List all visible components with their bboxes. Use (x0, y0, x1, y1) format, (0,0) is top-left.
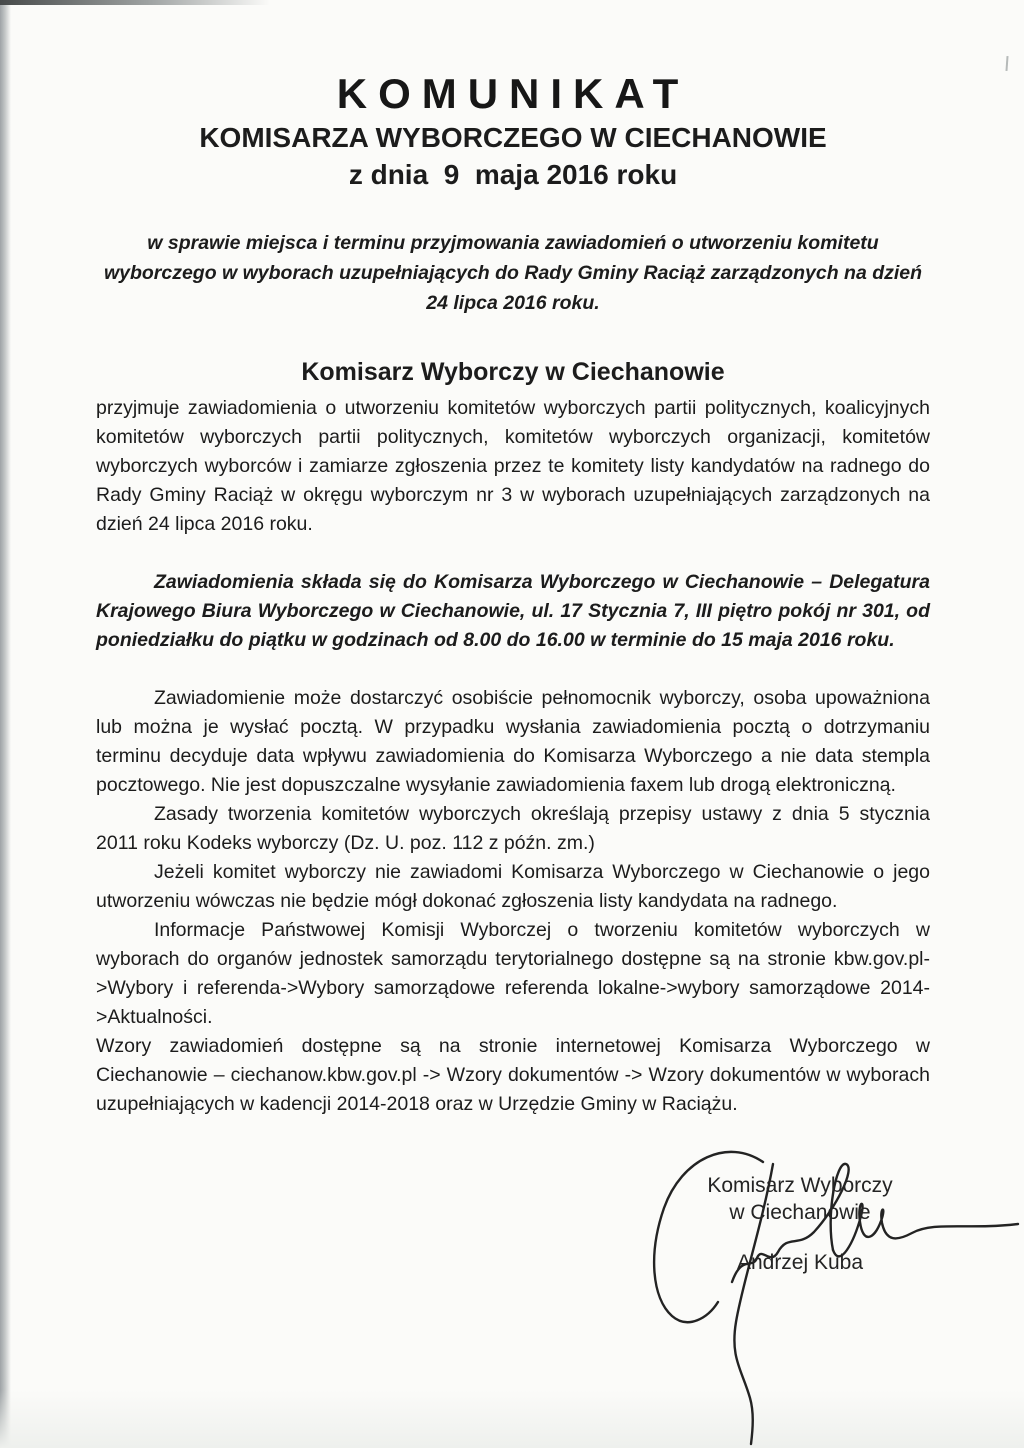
paragraph-submission-place: Zawiadomienia składa się do Komisarza Wyborczego w Ciechanowie – Delegatura Krajowego Biura Wyborczego w Ciechanowie, ul. 17 Stycznia 7, III piętro pokój nr 301, od poniedziałku do piątku w godzinach od 8.00 do 16.00 w terminie do 15 maja 2016 roku. (96, 571, 930, 651)
paragraph-pkw-information: Informacje Państwowej Komisji Wyborczej o tworzeniu komitetów wyborczych w wyborach do organów jednostek samorządu terytorialnego dostępne są na stronie kbw.gov.pl->Wybory i referenda->Wybory samorządowe referenda lokalne->wybory samorządowe 2014->Aktualności. (96, 919, 930, 1028)
paragraph-delivery-methods: Zawiadomienie może dostarczyć osobiście pełnomocnik wyborczy, osoba upoważniona lub można je wysłać pocztą. W przypadku wysłania zawiadomienia pocztą o dotrzymaniu terminu decyduje data wpływu zawiadomienia do Komisarza Wyborczego a nie data stempla pocztowego. Nie jest dopuszczalne wysyłanie zawiadomienia faxem lub drogą elektroniczną. (96, 687, 930, 796)
document-content (96, 0, 930, 1119)
signature-role-line1: Komisarz Wyborczy (707, 1174, 893, 1197)
paragraph-committee-notifications: przyjmuje zawiadomienia o utworzeniu komitetów wyborczych partii politycznych, koalicyjnych komitetów wyborczych partii politycznych, komitetów wyborczych organizacji, komitetów wyborczych wyborców i zamiarze zgłoszenia przez te komitety listy kandydatów na radnego do Rady Gminy Raciąż w okręgu wyborczym nr 3 w wyborach uzupełniających zarządzonych na dzień 24 lipca 2016 roku. (96, 397, 930, 535)
document-date-line: z dnia 9 maja 2016 roku (348, 159, 678, 190)
paragraph-consequence: Jeżeli komitet wyborczy nie zawiadomi Komisarza Wyborczego w Ciechanowie o jego utworzeniu wówczas nie będzie mógł dokonać zgłoszenia listy kandydata na radnego. (96, 861, 930, 912)
signature-name: Andrzej Kuba (736, 1251, 864, 1274)
paragraph-legal-basis: Zasady tworzenia komitetów wyborczych określają przepisy ustawy z dnia 5 stycznia 2011 roku Kodeks wyborczy (Dz. U. poz. 112 z późn. zm.) (96, 803, 930, 854)
document-subtitle: KOMISARZA WYBORCZEGO W CIECHANOWIE (199, 122, 827, 153)
scan-left-edge-artifact (0, 0, 11, 1448)
scan-speck-artifact (1005, 56, 1008, 71)
scan-bottom-shade-artifact (0, 1390, 1024, 1448)
section-heading: Komisarz Wyborczy w Ciechanowie (301, 358, 725, 386)
document-title: KOMUNIKAT (336, 70, 690, 117)
signature-block (700, 1172, 900, 1276)
paragraph-templates-info: Wzory zawiadomień dostępne są na stronie internetowej Komisarza Wyborczego w Ciechanowie – ciechanow.kbw.gov.pl -> Wzory dokumentów -> Wzory dokumentów w wyborach uzupełniających w kadencji 2014-2018 oraz w Urzędzie Gminy w Raciążu. (96, 1035, 930, 1115)
signature-role-line2: w Ciechanowie (729, 1201, 871, 1224)
document-subject: w sprawie miejsca i terminu przyjmowania zawiadomień o utworzeniu komitetu wyborczego w wyborach uzupełniających do Rady Gminy Raciąż zarządzonych na dzień 24 lipca 2016 roku. (103, 232, 923, 314)
